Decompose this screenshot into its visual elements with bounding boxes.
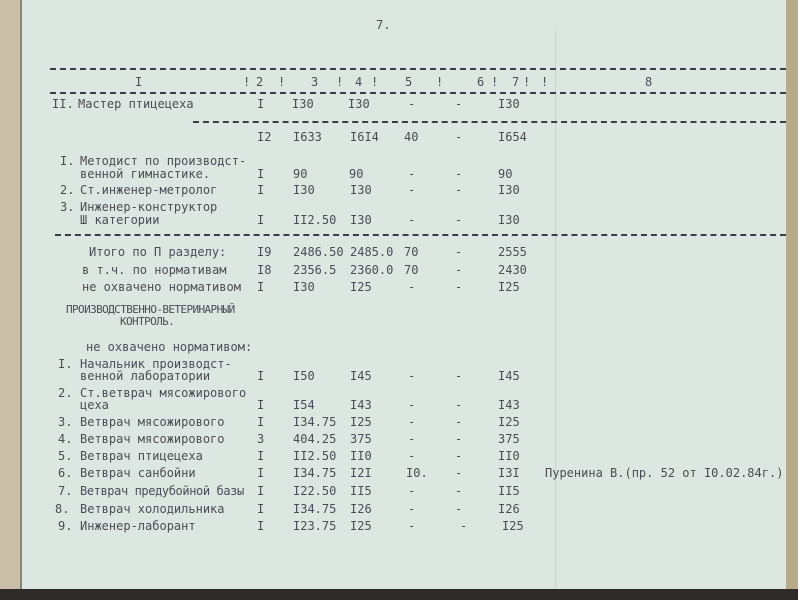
row-c5: - <box>408 183 416 197</box>
row-c3: I22.50 <box>293 484 337 498</box>
row-c6: - <box>455 130 463 144</box>
not-covered-label: не охвачено нормативом <box>82 280 241 294</box>
row-c3: I50 <box>293 369 315 383</box>
col-sep: ! <box>436 75 444 89</box>
row-number: 5. <box>58 449 73 463</box>
row-c5: - <box>408 415 416 429</box>
row-c3: 2486.50 <box>293 245 344 259</box>
row-c3: 90 <box>293 167 308 181</box>
row-name-cont: венной лаборатории <box>80 369 211 383</box>
row-c5: - <box>408 432 416 446</box>
normative-label: в т.ч. по нормативам <box>82 263 227 277</box>
section-title: ПРОИЗВОДСТВЕННО-ВЕТЕРИНАРНЫЙ <box>66 303 235 316</box>
row-c6: - <box>455 369 463 383</box>
row-c2: I <box>257 502 265 516</box>
row-c4: I26 <box>350 502 372 516</box>
row-c6: - <box>455 432 463 446</box>
row-name: Ветврач холодильника <box>80 502 225 516</box>
row-name-cont: Ш категории <box>80 213 160 227</box>
row-note: Пуренина В.(пр. 52 от I0.02.84г.) <box>545 466 784 480</box>
row-name: Ветврач мясожирового <box>80 432 225 446</box>
row-number: I. <box>58 357 73 371</box>
row-c2: I <box>257 280 265 294</box>
row-name: Инженер-конструктор <box>80 200 218 214</box>
row-c4: 2485.0 <box>350 245 394 259</box>
row-c4: I45 <box>350 369 372 383</box>
row-c5: - <box>408 97 416 111</box>
col-header-5: 5 <box>405 75 413 89</box>
row-name-cont: венной гимнастике. <box>80 167 211 181</box>
row-c3: I54 <box>293 398 315 412</box>
row-number: I. <box>60 154 75 168</box>
row-name: Начальник производст- <box>80 357 232 371</box>
row-c6: - <box>460 519 468 533</box>
row-c5: - <box>408 280 416 294</box>
row-c4: I2I <box>350 466 372 480</box>
row-c7: I30 <box>498 183 520 197</box>
row-number: 6. <box>58 466 73 480</box>
row-c4: 90 <box>349 167 364 181</box>
row-number: 7. <box>58 484 73 498</box>
row-c2: I <box>257 484 265 498</box>
col-header-6: 6 <box>477 75 485 89</box>
bottom-background <box>0 589 798 600</box>
row-c7: 2430 <box>498 263 527 277</box>
col-sep: ! <box>491 75 499 89</box>
row-c2: I8 <box>257 263 272 277</box>
row-c2: I <box>257 213 265 227</box>
col-sep: ! <box>278 75 286 89</box>
row-c5: - <box>408 502 416 516</box>
row-c3: II2.50 <box>293 449 337 463</box>
row-name: Инженер-лаборант <box>80 519 196 533</box>
row-c4: I25 <box>350 519 372 533</box>
row-c4: 2360.0 <box>350 263 394 277</box>
row-c2: I <box>257 97 265 111</box>
row-number: 2. <box>60 183 75 197</box>
row-c2: I <box>257 398 265 412</box>
row-c2: I <box>257 167 265 181</box>
row-c2: 3 <box>257 432 265 446</box>
row-c5: 70 <box>404 263 419 277</box>
row-c7: I30 <box>498 97 520 111</box>
row-number: II. <box>52 97 74 111</box>
row-c2: I <box>257 466 265 480</box>
subtotal-rule <box>193 121 786 123</box>
row-c7: I25 <box>498 415 520 429</box>
header-top-rule <box>50 68 786 70</box>
row-c6: - <box>455 484 463 498</box>
row-name: Методист по производст- <box>80 154 247 168</box>
row-c7: I45 <box>498 369 520 383</box>
row-c6: - <box>455 415 463 429</box>
row-c7: I43 <box>498 398 520 412</box>
row-c4: II0 <box>350 449 372 463</box>
row-c2: I <box>257 449 265 463</box>
row-c3: I30 <box>292 97 314 111</box>
row-name: Ст.инженер-метролог <box>80 183 218 197</box>
row-c5: - <box>408 398 416 412</box>
row-c2: I9 <box>257 245 272 259</box>
page-fold-line <box>555 30 556 589</box>
row-c5: - <box>408 167 416 181</box>
col-sep: ! <box>523 75 531 89</box>
row-c7: I25 <box>498 280 520 294</box>
row-c5: 70 <box>404 245 419 259</box>
row-c2: I2 <box>257 130 272 144</box>
row-c5: - <box>408 484 416 498</box>
row-c4: I30 <box>348 97 370 111</box>
row-name: Ветврач предубойной базы <box>80 484 244 498</box>
row-c7: 2555 <box>498 245 527 259</box>
row-c6: - <box>455 213 463 227</box>
row-number: 2. <box>58 386 73 400</box>
col-sep: ! <box>336 75 344 89</box>
row-c4: I43 <box>350 398 372 412</box>
row-name: Ст.ветврач мясожирового <box>80 386 247 400</box>
row-c3: II2.50 <box>293 213 337 227</box>
row-c6: - <box>455 449 463 463</box>
left-binding-edge <box>0 0 22 589</box>
row-c3: I30 <box>293 280 315 294</box>
col-sep: ! <box>243 75 251 89</box>
row-c6: - <box>455 263 463 277</box>
subheading: не охвачено нормативом: <box>86 340 253 354</box>
row-c4: I6I4 <box>350 130 379 144</box>
row-c7: I3I <box>498 466 520 480</box>
row-c5: - <box>408 519 416 533</box>
row-number: 3. <box>60 200 75 214</box>
row-c3: I34.75 <box>293 466 337 480</box>
row-c7: 375 <box>498 432 520 446</box>
row-c6: - <box>455 502 463 516</box>
row-name: Мастер птицецеха <box>78 97 194 111</box>
right-page-edge <box>786 0 798 589</box>
row-c4: 375 <box>350 432 372 446</box>
row-c4: I30 <box>350 183 372 197</box>
col-header-1: I <box>135 75 143 89</box>
row-c6: - <box>455 398 463 412</box>
row-c3: 2356.5 <box>293 263 337 277</box>
row-name: Ветврач птицецеха <box>80 449 203 463</box>
row-c6: - <box>455 280 463 294</box>
row-name: Ветврач мясожирового <box>80 415 225 429</box>
row-c2: I <box>257 415 265 429</box>
row-c7: I26 <box>498 502 520 516</box>
row-c5: - <box>408 369 416 383</box>
row-name: Ветврач санбойни <box>80 466 196 480</box>
row-c5: - <box>408 213 416 227</box>
row-c7: I654 <box>498 130 527 144</box>
row-c3: I34.75 <box>293 415 337 429</box>
row-c7: 90 <box>498 167 513 181</box>
row-c4: II5 <box>350 484 372 498</box>
row-c5: I0. <box>406 466 428 480</box>
row-c7: I30 <box>498 213 520 227</box>
row-c2: I <box>257 519 265 533</box>
row-number: 8. <box>55 502 70 516</box>
row-c4: I25 <box>350 415 372 429</box>
col-sep: ! <box>541 75 549 89</box>
page-number: 7. <box>376 18 391 32</box>
section-title-cont: КОНТРОЛЬ. <box>120 315 175 328</box>
col-header-2: 2 <box>256 75 264 89</box>
row-c3: I23.75 <box>293 519 337 533</box>
row-c6: - <box>455 245 463 259</box>
col-header-3: 3 <box>311 75 319 89</box>
row-c4: I30 <box>350 213 372 227</box>
row-c6: - <box>455 167 463 181</box>
row-c7: I25 <box>502 519 524 533</box>
row-c3: I633 <box>293 130 322 144</box>
row-c7: II5 <box>498 484 520 498</box>
row-c6: - <box>455 97 463 111</box>
col-sep: ! <box>371 75 379 89</box>
col-header-7: 7 <box>512 75 520 89</box>
row-number: 9. <box>58 519 73 533</box>
row-c7: II0 <box>498 449 520 463</box>
col-header-8: 8 <box>645 75 653 89</box>
row-c5: - <box>408 449 416 463</box>
row-name-cont: цеха <box>80 398 109 412</box>
row-c5: 40 <box>404 130 419 144</box>
row-number: 4. <box>58 432 73 446</box>
row-c4: I25 <box>350 280 372 294</box>
section-rule <box>55 234 786 236</box>
row-c3: 404.25 <box>293 432 337 446</box>
row-number: 3. <box>58 415 73 429</box>
total-label: Итого по П разделу: <box>89 245 227 259</box>
col-header-4: 4 <box>355 75 363 89</box>
row-c3: I30 <box>293 183 315 197</box>
row-c6: - <box>455 183 463 197</box>
row-c2: I <box>257 369 265 383</box>
row-c3: I34.75 <box>293 502 337 516</box>
header-bottom-rule <box>50 92 786 94</box>
row-c2: I <box>257 183 265 197</box>
row-c6: - <box>455 466 463 480</box>
